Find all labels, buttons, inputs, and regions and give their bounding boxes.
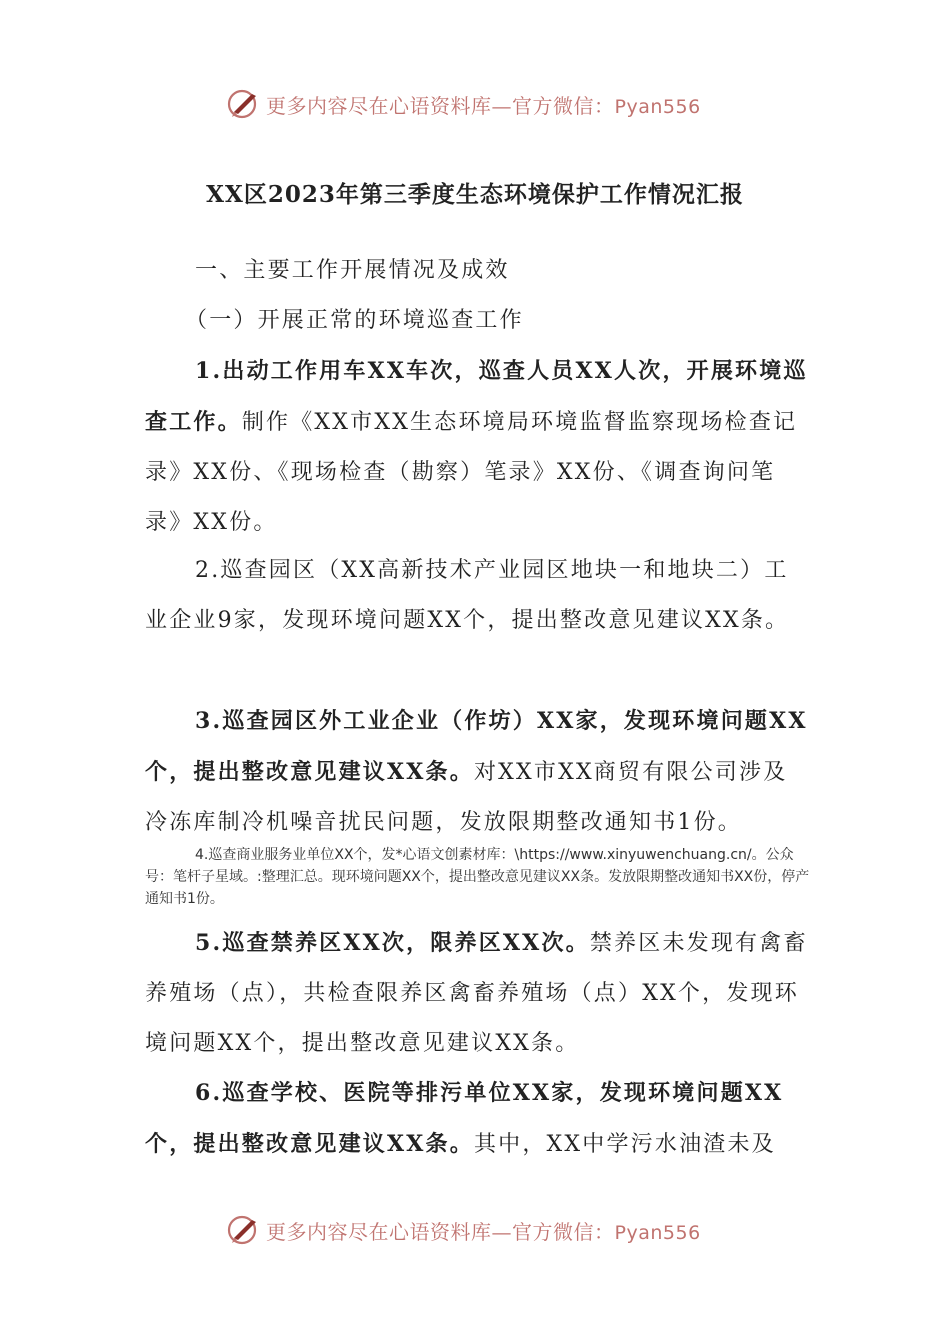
paragraph-3-lead: 3.巡查园区外工业企业（作坊）XX家，发现环境问题XX个，提出整改意见建议XX条。 xyxy=(145,708,808,785)
pen-logo-icon xyxy=(226,86,262,122)
paragraph-3-body: 对XX市XX商贸有限公司涉及冷冻库制冷机噪音扰民问题，发放限期整改通知书1份。 xyxy=(145,760,788,835)
heading-patrol-work: （一）开展正常的环境巡查工作 xyxy=(185,308,524,333)
paragraph-4: 4.巡查商业服务业单位XX个，发*心语文创素材库：\https://www.xinyuwenchuang.cn/。公众号：笔杆子星域。:整理汇总。现环境问题XX个，提出整改意见建议XX条。发放限期整改通知书XX份，停产通知书1份。 xyxy=(145,847,810,907)
paragraph-6-body: 其中，XX中学污水油渣未及 xyxy=(473,1132,776,1157)
banner-text: 更多内容尽在心语资料库—官方微信：Pyan556 xyxy=(266,1219,701,1244)
paragraph-5-body: 禁养区未发现有禽畜养殖场（点），共检查限养区禽畜养殖场（点）XX个，发现环境问题XX个，提出整改意见建议XX条。 xyxy=(145,931,808,1056)
paragraph-1-lead: 1.出动工作用车XX车次，巡查人员XX人次，开展环境巡查工作。 xyxy=(145,358,808,435)
document-title: XX区2023年第三季度生态环境保护工作情况汇报 xyxy=(206,181,744,208)
paragraph-2: 2.巡查园区（XX高新技术产业园区地块一和地块二）工业企业9家，发现环境问题XX个，提出整改意见建议XX条。 xyxy=(145,558,790,633)
paragraph-6 xyxy=(145,1068,810,1170)
footer-banner xyxy=(226,1212,746,1248)
header-banner xyxy=(226,86,746,122)
banner-wechat: Pyan556 xyxy=(614,95,701,118)
banner-text: 更多内容尽在心语资料库—官方微信：Pyan556 xyxy=(266,93,701,118)
pen-logo-icon xyxy=(226,1212,262,1248)
paragraph-5-lead: 5.巡查禁养区XX次，限养区XX次。 xyxy=(195,930,590,956)
paragraph-3 xyxy=(145,696,810,848)
paragraph-6-lead: 6.巡查学校、医院等排污单位XX家，发现环境问题XX个，提出整改意见建议XX条。 xyxy=(145,1080,784,1157)
heading-main-work: 一、主要工作开展情况及成效 xyxy=(195,258,510,283)
paragraph-1-body: 制作《XX市XX生态环境局环境监督监察现场检查记录》XX份、《现场检查（勘察）笔录》XX份、《调查询问笔录》XX份。 xyxy=(145,410,798,535)
paragraph-5 xyxy=(145,918,810,1069)
paragraph-1 xyxy=(145,346,810,548)
banner-wechat: Pyan556 xyxy=(614,1221,701,1244)
